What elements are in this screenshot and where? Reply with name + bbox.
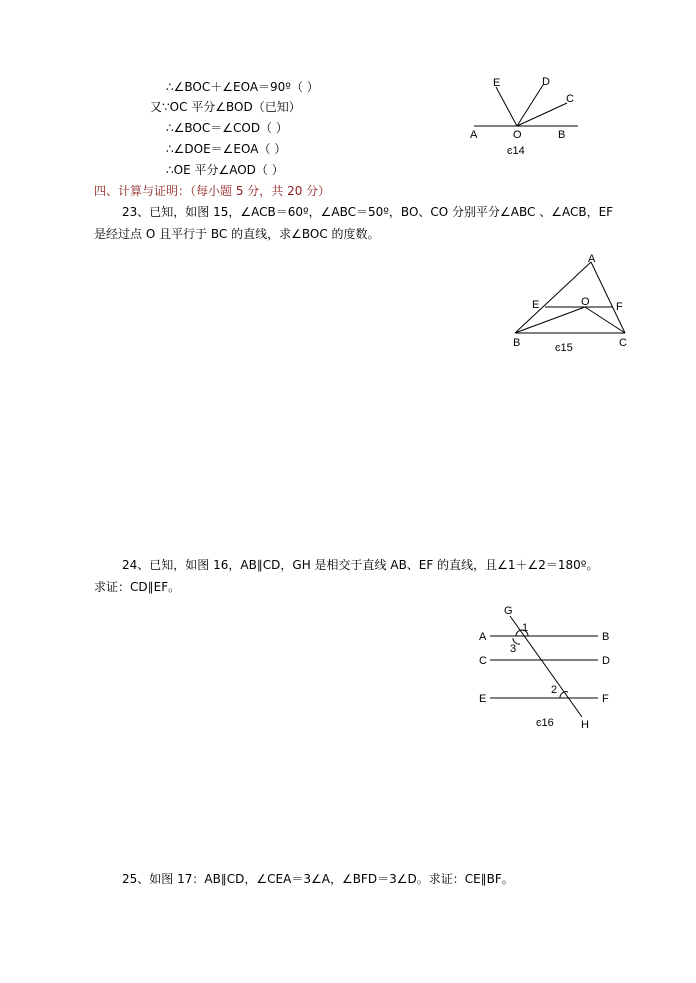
figure-15 <box>505 250 640 355</box>
fig14-label-a: A <box>470 129 478 141</box>
fig15-label-a: A <box>588 253 596 265</box>
proof-line-2: 又∵OC 平分∠BOD（已知） <box>150 100 301 114</box>
q23-line-2: 是经过点 O 且平行于 BC 的直线，求∠BOC 的度数。 <box>94 227 380 241</box>
fig16-label-g: G <box>504 605 513 617</box>
fig15-label-o: O <box>581 296 590 308</box>
fig14-label-b: B <box>558 129 566 141</box>
fig15-label-c: C <box>619 337 627 349</box>
proof-line-5: ∴OE 平分∠AOD（ ） <box>166 163 284 177</box>
fig15-caption: ͼ15 <box>555 342 573 354</box>
fig14-label-c: C <box>566 93 574 105</box>
fig16-label-a: A <box>479 631 487 643</box>
fig14-label-o: O <box>513 129 522 141</box>
figure-16 <box>470 600 620 735</box>
fig14-label-e: E <box>493 77 501 89</box>
fig16-caption: ͼ16 <box>536 717 554 729</box>
fig16-label-e: E <box>479 693 487 705</box>
fig16-label-b: B <box>602 631 610 643</box>
fig16-label-3: 3 <box>510 643 517 655</box>
fig14-caption: ͼ14 <box>507 145 525 157</box>
q24-line-1: 24、已知，如图 16，AB∥CD，GH 是相交于直线 AB、EF 的直线，且∠1＋∠2＝180º。 <box>122 558 599 572</box>
q23-line-1: 23、已知，如图 15，∠ACB＝60º，∠ABC＝50º，BO、CO 分别平分∠ABC 、∠ACB，EF <box>122 205 614 219</box>
fig15-label-b: B <box>513 337 521 349</box>
q24-line-2: 求证：CD∥EF。 <box>94 580 181 594</box>
proof-line-3: ∴∠BOC＝∠COD（ ） <box>166 121 288 135</box>
fig15-label-e: E <box>532 299 540 311</box>
fig14-label-d: D <box>542 76 550 88</box>
fig16-label-2: 2 <box>551 684 558 696</box>
fig16-label-h: H <box>581 719 589 731</box>
fig15-label-f: F <box>616 301 623 313</box>
fig16-label-f: F <box>602 693 609 705</box>
fig16-label-1: 1 <box>522 622 529 634</box>
proof-line-1: ∴∠BOC＋∠EOA＝90º（ ） <box>166 80 319 94</box>
fig16-label-c: C <box>479 655 487 667</box>
proof-line-4: ∴∠DOE＝∠EOA（ ） <box>166 142 287 156</box>
fig16-label-d: D <box>602 655 610 667</box>
q25-line-1: 25、如图 17：AB∥CD，∠CEA＝3∠A，∠BFD＝3∠D。求证：CE∥BF。 <box>122 872 514 886</box>
section-heading: 四、计算与证明：（每小题 5 分，共 20 分） <box>94 184 331 198</box>
figure-14 <box>460 70 610 160</box>
